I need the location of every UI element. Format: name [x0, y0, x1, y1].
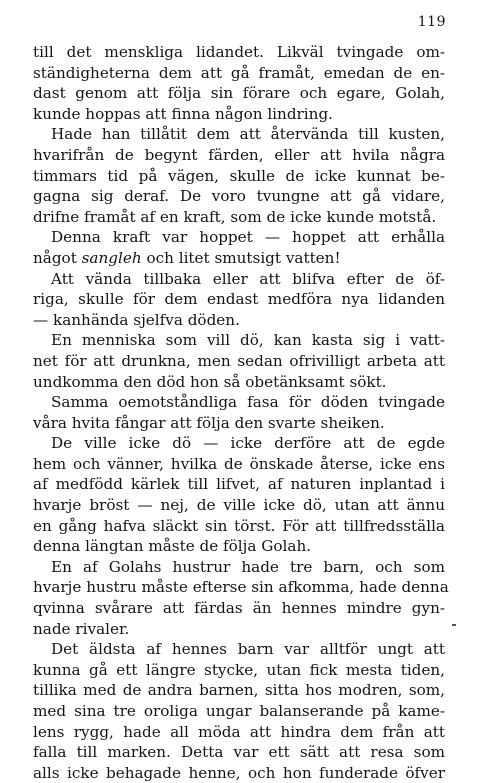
text-line: En menniska som vill dö, kan kasta sig i vatt-	[51, 331, 445, 350]
text-line: med sina tre oroliga ungar balanserande på kame-	[33, 702, 445, 720]
text-line: Hade han tillåtit dem att återvända till kusten,	[51, 125, 445, 144]
margin-mark	[452, 624, 456, 626]
text-line: tillika med de andra barnen, sitta hos modren, som,	[33, 681, 445, 700]
text-line: net för att drunkna, men sedan ofrivilligt arbeta att	[33, 351, 445, 370]
text-line: drifne framåt af en kraft, som de icke kunde motstå.	[33, 207, 437, 226]
text-line: kunna gå ett längre stycke, utan fick mesta tiden,	[33, 660, 445, 679]
text-line: En af Golahs hustrur hade tre barn, och som	[51, 557, 445, 576]
text-line: till det menskliga lidandet. Likväl tvingade om-	[33, 43, 445, 61]
text-line: De ville icke dö — icke derföre att de egde	[51, 434, 445, 453]
text-line: Samma oemotståndliga fasa för döden tvingade	[51, 393, 445, 412]
text-line: riga, skulle för dem endast medföra nya lidanden	[33, 290, 445, 309]
text-line: denna längtan måste de följa Golah.	[33, 537, 312, 556]
text-run: något	[33, 248, 82, 267]
text-line	[33, 248, 445, 269]
text-line: kunde hoppas att finna någon lindring.	[33, 104, 333, 123]
text-line: undkomma den död hon så obetänksamt sökt.	[33, 372, 387, 391]
text-line: Denna kraft var hoppet — hoppet att erhålla	[51, 228, 445, 247]
text-line: hvarje hustru måste efterse sin afkomma, hade denna	[33, 578, 449, 597]
text-line: lens rygg, hade all möda att hindra dem från att	[33, 722, 445, 741]
text-line: en gång hafva släckt sin törst. För att tillfredsställa	[33, 516, 445, 535]
text-line: dast genom att följa sin förare och egare, Golah,	[33, 84, 445, 103]
text-line: ständigheterna dem att gå framåt, emedan de en-	[33, 63, 445, 82]
italic-word: sangleh	[81, 248, 142, 267]
text-line: hvarje bröst — nej, de ville icke dö, utan att ännu	[33, 496, 445, 515]
text-line: hvarifrån de begynt färden, eller att hvila några	[33, 145, 445, 164]
text-line: Det äldsta af hennes barn var alltför ungt att	[51, 640, 445, 659]
body-text	[33, 42, 449, 783]
text-line: qvinna svårare att färdas än hennes mindre gyn-	[33, 599, 445, 618]
text-run: och litet smutsigt vatten!	[141, 248, 341, 267]
page-number: 119	[417, 14, 446, 30]
text-line: falla till marken. Detta var ett sätt att resa som	[33, 743, 445, 762]
text-line: Att vända tillbaka eller att blifva efter de öf-	[51, 269, 445, 288]
text-line: gagna sig deraf. De voro tvungne att gå vidare,	[33, 187, 445, 206]
text-line: alls icke behagade henne, och hon funderade öfver	[33, 763, 445, 782]
text-line: — kanhända sjelfva döden.	[33, 310, 240, 329]
text-line: hem och vänner, hvilka de önskade återse, icke ens	[33, 454, 445, 473]
text-line: af medfödd kärlek till lifvet, af naturen inplantad i	[33, 475, 445, 494]
text-line: våra hvita fångar att följa den svarte sheiken.	[33, 413, 385, 432]
text-line: nade rivaler.	[33, 619, 130, 638]
text-line: timmars tid på vägen, skulle de icke kunnat be-	[33, 166, 445, 185]
